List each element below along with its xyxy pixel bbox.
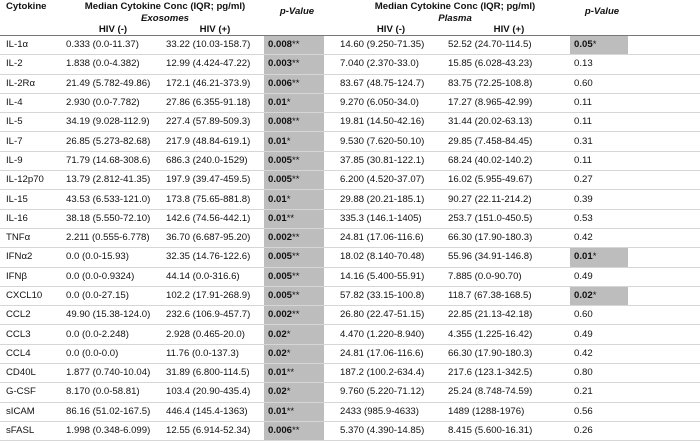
exosome-p-value bbox=[264, 190, 324, 209]
cytokine-name: CD40L bbox=[0, 364, 60, 383]
plasma-hiv-neg-value: 5.370 (4.390-14.85) bbox=[334, 421, 442, 440]
plasma-hiv-neg-value: 9.760 (5.220-71.12) bbox=[334, 383, 442, 402]
p-value-number: 0.01 bbox=[268, 193, 287, 205]
exosome-hiv-neg-value: 1.877 (0.740-10.04) bbox=[60, 364, 160, 383]
significance-stars: * bbox=[286, 347, 291, 359]
cytokine-name: CCL3 bbox=[0, 325, 60, 344]
significance-stars: * bbox=[286, 328, 291, 340]
p-value-number: 0.01 bbox=[268, 212, 287, 224]
exosome-p-value bbox=[264, 267, 324, 286]
exosome-hiv-pos-value: 12.99 (4.424-47.22) bbox=[160, 55, 264, 74]
significance-stars: ** bbox=[292, 77, 300, 89]
plasma-hiv-neg-value: 14.16 (5.400-55.91) bbox=[334, 267, 442, 286]
exosome-hiv-pos-value: 44.14 (0.0-316.6) bbox=[160, 267, 264, 286]
plasma-hiv-neg-value: 6.200 (4.520-37.07) bbox=[334, 171, 442, 190]
table-row bbox=[0, 364, 700, 383]
plasma-hiv-neg-value: 14.60 (9.250-71.35) bbox=[334, 36, 442, 55]
column-spacer bbox=[628, 228, 700, 247]
plasma-hiv-neg-value: 24.81 (17.06-116.6) bbox=[334, 228, 442, 247]
exosome-p-value bbox=[264, 36, 324, 55]
column-spacer bbox=[324, 421, 334, 440]
plasma-hiv-pos-value: 66.30 (17.90-180.3) bbox=[442, 228, 570, 247]
column-spacer bbox=[324, 344, 334, 363]
exosome-hiv-neg-value: 34.19 (9.028-112.9) bbox=[60, 113, 160, 132]
exosome-pvalue-header: p-Value bbox=[279, 6, 315, 17]
p-value-number: 0.26 bbox=[574, 425, 593, 437]
significance-stars: * bbox=[286, 135, 291, 147]
plasma-hiv-pos-value: 15.85 (6.028-43.23) bbox=[442, 55, 570, 74]
plasma-hiv-neg-value: 26.80 (22.47-51.15) bbox=[334, 306, 442, 325]
exosome-p-value bbox=[264, 421, 324, 440]
exosome-p-value bbox=[264, 402, 324, 421]
table-row bbox=[0, 344, 700, 363]
significance-stars: ** bbox=[292, 232, 300, 244]
p-value-number: 0.006 bbox=[268, 77, 293, 89]
plasma-hiv-pos-value: 25.24 (8.748-74.59) bbox=[442, 383, 570, 402]
p-value-number: 0.02 bbox=[574, 290, 593, 301]
p-value-number: 0.11 bbox=[574, 116, 592, 128]
column-spacer bbox=[628, 267, 700, 286]
exosome-hiv-neg-value: 49.90 (15.38-124.0) bbox=[60, 306, 160, 325]
cytokine-name: IL-5 bbox=[0, 113, 60, 132]
plasma-hiv-neg-value: 9.270 (6.050-34.0) bbox=[334, 93, 442, 112]
plasma-pvalue-header: p-Value bbox=[584, 6, 620, 17]
exosome-hiv-pos-value: 33.22 (10.03-158.7) bbox=[160, 36, 264, 55]
p-value-number: 0.39 bbox=[574, 193, 593, 205]
significance-stars: * bbox=[286, 386, 291, 398]
p-value-number: 0.01 bbox=[268, 97, 287, 109]
plasma-hiv-neg-value: 2433 (985.9-4633) bbox=[334, 402, 442, 421]
column-spacer bbox=[628, 325, 700, 344]
exosome-p-value bbox=[264, 113, 324, 132]
table-row bbox=[0, 421, 700, 440]
plasma-hiv-pos-value: 66.30 (17.90-180.3) bbox=[442, 344, 570, 363]
cytokine-header: Cytokine bbox=[6, 0, 47, 12]
exosome-hiv-pos-value: 27.86 (6.355-91.18) bbox=[160, 93, 264, 112]
cytokine-name: sFASL bbox=[0, 421, 60, 440]
cytokine-name: IL-2Rα bbox=[0, 74, 60, 93]
column-spacer bbox=[324, 190, 334, 209]
plasma-hiv-neg-value: 187.2 (100.2-634.4) bbox=[334, 364, 442, 383]
plasma-p-value bbox=[570, 36, 628, 55]
table-row bbox=[0, 171, 700, 190]
exosome-hiv-neg-value: 0.0 (0.0-0.9324) bbox=[60, 267, 160, 286]
column-spacer bbox=[628, 113, 700, 132]
plasma-hiv-neg-value: 9.530 (7.620-50.10) bbox=[334, 132, 442, 151]
p-value-number: 0.60 bbox=[574, 77, 593, 89]
column-spacer bbox=[628, 151, 700, 170]
exosome-p-value bbox=[264, 74, 324, 93]
column-spacer bbox=[628, 344, 700, 363]
column-spacer bbox=[324, 132, 334, 151]
plasma-p-value bbox=[570, 383, 628, 402]
table-row bbox=[0, 306, 700, 325]
plasma-hiv-pos-value: 17.27 (8.965-42.99) bbox=[442, 93, 570, 112]
significance-stars: * bbox=[592, 39, 597, 51]
column-spacer bbox=[324, 36, 334, 55]
plasma-hiv-pos-value: 7.885 (0.0-90.70) bbox=[442, 267, 570, 286]
significance-stars: ** bbox=[292, 116, 300, 128]
plasma-hiv-neg-value: 19.81 (14.50-42.16) bbox=[334, 113, 442, 132]
significance-stars: ** bbox=[292, 154, 300, 166]
significance-stars: ** bbox=[292, 425, 300, 437]
exosome-hiv-neg-value: 26.85 (5.273-82.68) bbox=[60, 132, 160, 151]
exosome-hiv-neg-value: 2.930 (0.0-7.782) bbox=[60, 93, 160, 112]
exosome-hiv-neg-value: 38.18 (5.550-72.10) bbox=[60, 209, 160, 228]
table-row bbox=[0, 248, 700, 267]
significance-stars: * bbox=[286, 97, 291, 109]
significance-stars: ** bbox=[286, 367, 295, 379]
column-spacer bbox=[628, 36, 700, 55]
column-spacer bbox=[324, 402, 334, 421]
exosome-p-value bbox=[264, 209, 324, 228]
exosome-p-value bbox=[264, 286, 324, 305]
plasma-hiv-neg-value: 29.88 (20.21-185.1) bbox=[334, 190, 442, 209]
table-row bbox=[0, 286, 700, 305]
exosome-group-header: Median Cytokine Conc (IQR; pg/ml) bbox=[84, 0, 246, 12]
p-value-number: 0.002 bbox=[268, 309, 293, 321]
column-spacer bbox=[628, 190, 700, 209]
cytokine-name: CCL4 bbox=[0, 344, 60, 363]
exosome-hiv-neg-value: 2.211 (0.555-6.778) bbox=[60, 228, 160, 247]
p-value-number: 0.02 bbox=[268, 328, 287, 340]
exosome-hiv-pos-value: 197.9 (39.47-459.5) bbox=[160, 171, 264, 190]
exosome-hiv-neg-value: 1.838 (0.0-4.382) bbox=[60, 55, 160, 74]
cytokine-name: TNFα bbox=[0, 228, 60, 247]
plasma-hiv-neg-value: 24.81 (17.06-116.6) bbox=[334, 344, 442, 363]
p-value-number: 0.11 bbox=[574, 97, 592, 109]
plasma-subheader: Plasma bbox=[438, 13, 472, 24]
exosome-hiv-pos-value: 2.928 (0.465-20.0) bbox=[160, 325, 264, 344]
table-row bbox=[0, 325, 700, 344]
plasma-hiv-pos-value: 8.415 (5.600-16.31) bbox=[442, 421, 570, 440]
plasma-hiv-neg-value: 37.85 (30.81-122.1) bbox=[334, 151, 442, 170]
exosome-p-value bbox=[264, 248, 324, 267]
cytokine-name: IFNα2 bbox=[0, 248, 60, 267]
cytokine-name: IL-15 bbox=[0, 190, 60, 209]
plasma-hiv-pos-value: 29.85 (7.458-84.45) bbox=[442, 132, 570, 151]
exosome-subheader: Exosomes bbox=[141, 13, 189, 24]
cytokine-name: IFNβ bbox=[0, 267, 60, 286]
table-row bbox=[0, 113, 700, 132]
p-value-number: 0.005 bbox=[268, 154, 293, 166]
exosome-hiv-pos-value: 232.6 (106.9-457.7) bbox=[160, 306, 264, 325]
column-spacer bbox=[628, 364, 700, 383]
table-row bbox=[0, 132, 700, 151]
exosome-hiv-pos-value: 227.4 (57.89-509.3) bbox=[160, 113, 264, 132]
column-spacer bbox=[628, 209, 700, 228]
plasma-hiv-pos-value: 31.44 (20.02-63.13) bbox=[442, 113, 570, 132]
column-spacer bbox=[324, 93, 334, 112]
column-spacer bbox=[324, 325, 334, 344]
plasma-hiv-neg-value: 57.82 (33.15-100.8) bbox=[334, 286, 442, 305]
cytokine-name: IL-7 bbox=[0, 132, 60, 151]
plasma-p-value bbox=[570, 132, 628, 151]
column-spacer bbox=[324, 209, 334, 228]
table-row bbox=[0, 267, 700, 286]
column-spacer bbox=[628, 306, 700, 325]
significance-stars: ** bbox=[286, 212, 295, 224]
cytokine-name: IL-9 bbox=[0, 151, 60, 170]
table-row bbox=[0, 74, 700, 93]
column-spacer bbox=[324, 228, 334, 247]
p-value-number: 0.01 bbox=[268, 405, 287, 417]
plasma-hiv-pos-value: 16.02 (5.955-49.67) bbox=[442, 171, 570, 190]
p-value-number: 0.49 bbox=[574, 270, 593, 282]
p-value-number: 0.05 bbox=[574, 39, 593, 51]
plasma-hiv-pos-value: 22.85 (21.13-42.18) bbox=[442, 306, 570, 325]
column-spacer bbox=[628, 421, 700, 440]
plasma-hiv-neg-value: 83.67 (48.75-124.7) bbox=[334, 74, 442, 93]
exosome-hiv-pos-value: 36.70 (6.687-95.20) bbox=[160, 228, 264, 247]
exosome-p-value bbox=[264, 151, 324, 170]
significance-stars: ** bbox=[292, 174, 300, 186]
column-spacer bbox=[324, 55, 334, 74]
table-row bbox=[0, 228, 700, 247]
plasma-p-value bbox=[570, 286, 628, 305]
plasma-hiv-neg-value: 4.470 (1.220-8.940) bbox=[334, 325, 442, 344]
exosome-p-value bbox=[264, 228, 324, 247]
plasma-p-value bbox=[570, 93, 628, 112]
p-value-number: 0.005 bbox=[268, 251, 293, 263]
exosome-hiv-neg-value: 13.79 (2.812-41.35) bbox=[60, 171, 160, 190]
p-value-number: 0.005 bbox=[268, 174, 293, 186]
significance-stars: ** bbox=[292, 309, 300, 321]
plasma-p-value bbox=[570, 325, 628, 344]
exosome-hiv-neg-value: 0.0 (0.0-15.93) bbox=[60, 248, 160, 267]
significance-stars: * bbox=[286, 193, 291, 205]
plasma-hiv-pos-value: 52.52 (24.70-114.5) bbox=[442, 36, 570, 55]
p-value-number: 0.27 bbox=[574, 174, 593, 186]
p-value-number: 0.53 bbox=[574, 212, 593, 224]
p-value-number: 0.008 bbox=[268, 39, 293, 51]
p-value-number: 0.01 bbox=[574, 251, 593, 263]
plasma-p-value bbox=[570, 402, 628, 421]
exo-hiv-pos-header: HIV (+) bbox=[160, 24, 264, 36]
p-value-number: 0.42 bbox=[574, 347, 593, 359]
column-spacer bbox=[628, 55, 700, 74]
column-spacer bbox=[628, 132, 700, 151]
plasma-p-value bbox=[570, 190, 628, 209]
exosome-hiv-pos-value: 12.55 (6.914-52.34) bbox=[160, 421, 264, 440]
p-value-number: 0.56 bbox=[574, 405, 593, 417]
exosome-hiv-neg-value: 0.0 (0.0-2.248) bbox=[60, 325, 160, 344]
plasma-hiv-pos-value: 83.75 (72.25-108.8) bbox=[442, 74, 570, 93]
plasma-p-value bbox=[570, 267, 628, 286]
plasma-hiv-pos-value: 118.7 (67.38-168.5) bbox=[442, 286, 570, 305]
cytokine-name: G-CSF bbox=[0, 383, 60, 402]
table-row bbox=[0, 36, 700, 55]
plasma-hiv-pos-value: 4.355 (1.225-16.42) bbox=[442, 325, 570, 344]
exosome-p-value bbox=[264, 364, 324, 383]
table-row bbox=[0, 383, 700, 402]
p-value-number: 0.11 bbox=[574, 154, 592, 166]
exosome-hiv-neg-value: 0.0 (0.0-27.15) bbox=[60, 286, 160, 305]
p-value-number: 0.005 bbox=[268, 270, 293, 282]
plasma-p-value bbox=[570, 248, 628, 267]
exosome-hiv-neg-value: 0.333 (0.0-11.37) bbox=[60, 36, 160, 55]
table-row bbox=[0, 151, 700, 170]
exosome-p-value bbox=[264, 93, 324, 112]
column-spacer bbox=[324, 267, 334, 286]
plasma-hiv-neg-value: 335.3 (146.1-1405) bbox=[334, 209, 442, 228]
table-row bbox=[0, 402, 700, 421]
p-value-number: 0.42 bbox=[574, 232, 593, 244]
plasma-p-value bbox=[570, 364, 628, 383]
p-value-number: 0.21 bbox=[574, 386, 593, 398]
plasma-hiv-neg-value: 18.02 (8.140-70.48) bbox=[334, 248, 442, 267]
plasma-p-value bbox=[570, 209, 628, 228]
column-spacer bbox=[628, 383, 700, 402]
plasma-p-value bbox=[570, 151, 628, 170]
column-spacer bbox=[324, 383, 334, 402]
significance-stars: ** bbox=[292, 39, 300, 51]
table-body bbox=[0, 36, 700, 441]
column-spacer bbox=[628, 402, 700, 421]
exosome-p-value bbox=[264, 325, 324, 344]
p-value-number: 0.60 bbox=[574, 309, 593, 321]
plasma-hiv-neg-header: HIV (-) bbox=[334, 24, 442, 36]
significance-stars: ** bbox=[286, 405, 295, 417]
column-spacer bbox=[324, 151, 334, 170]
exosome-hiv-neg-value: 21.49 (5.782-49.86) bbox=[60, 74, 160, 93]
p-value-number: 0.13 bbox=[574, 58, 593, 70]
p-value-number: 0.002 bbox=[268, 232, 293, 244]
table-row bbox=[0, 190, 700, 209]
cytokine-name: IL-2 bbox=[0, 55, 60, 74]
plasma-p-value bbox=[570, 171, 628, 190]
plasma-p-value bbox=[570, 74, 628, 93]
significance-stars: * bbox=[592, 251, 597, 263]
exosome-p-value bbox=[264, 55, 324, 74]
p-value-number: 0.01 bbox=[268, 367, 287, 379]
column-spacer bbox=[628, 248, 700, 267]
exosome-hiv-pos-value: 217.9 (48.84-619.1) bbox=[160, 132, 264, 151]
column-spacer bbox=[324, 364, 334, 383]
plasma-p-value bbox=[570, 421, 628, 440]
cytokine-name: CCL2 bbox=[0, 306, 60, 325]
exosome-p-value bbox=[264, 132, 324, 151]
cytokine-name: sICAM bbox=[0, 402, 60, 421]
p-value-number: 0.006 bbox=[268, 425, 293, 437]
plasma-hiv-pos-value: 68.24 (40.02-140.2) bbox=[442, 151, 570, 170]
column-spacer bbox=[324, 306, 334, 325]
column-spacer bbox=[324, 248, 334, 267]
plasma-hiv-pos-value: 217.6 (123.1-342.5) bbox=[442, 364, 570, 383]
exosome-hiv-pos-value: 32.35 (14.76-122.6) bbox=[160, 248, 264, 267]
exo-hiv-neg-header: HIV (-) bbox=[60, 24, 160, 36]
p-value-number: 0.02 bbox=[268, 386, 287, 398]
significance-stars: ** bbox=[292, 290, 300, 301]
exosome-hiv-pos-value: 173.8 (75.65-881.8) bbox=[160, 190, 264, 209]
exosome-hiv-neg-value: 8.170 (0.0-58.81) bbox=[60, 383, 160, 402]
p-value-number: 0.008 bbox=[268, 116, 293, 128]
exosome-p-value bbox=[264, 306, 324, 325]
exosome-p-value bbox=[264, 383, 324, 402]
p-value-number: 0.31 bbox=[574, 135, 593, 147]
plasma-p-value bbox=[570, 344, 628, 363]
exosome-hiv-neg-value: 71.79 (14.68-308.6) bbox=[60, 151, 160, 170]
significance-stars: * bbox=[592, 290, 597, 301]
column-spacer bbox=[324, 113, 334, 132]
plasma-hiv-pos-value: 90.27 (22.11-214.2) bbox=[442, 190, 570, 209]
plasma-hiv-pos-value: 1489 (1288-1976) bbox=[442, 402, 570, 421]
significance-stars: ** bbox=[292, 270, 300, 282]
significance-stars: ** bbox=[292, 58, 300, 70]
exosome-hiv-pos-value: 686.3 (240.0-1529) bbox=[160, 151, 264, 170]
plasma-p-value bbox=[570, 306, 628, 325]
plasma-p-value bbox=[570, 228, 628, 247]
plasma-p-value bbox=[570, 113, 628, 132]
p-value-number: 0.49 bbox=[574, 328, 593, 340]
p-value-number: 0.80 bbox=[574, 367, 593, 379]
p-value-number: 0.01 bbox=[268, 135, 287, 147]
plasma-hiv-pos-value: 253.7 (151.0-450.5) bbox=[442, 209, 570, 228]
p-value-number: 0.005 bbox=[268, 290, 293, 301]
exosome-hiv-pos-value: 103.4 (20.90-435.4) bbox=[160, 383, 264, 402]
plasma-hiv-pos-header: HIV (+) bbox=[442, 24, 570, 36]
cytokine-name: IL-1α bbox=[0, 36, 60, 55]
column-spacer bbox=[628, 93, 700, 112]
plasma-hiv-pos-value: 55.96 (34.91-146.8) bbox=[442, 248, 570, 267]
column-spacer bbox=[324, 286, 334, 305]
cytokine-name: CXCL10 bbox=[0, 286, 60, 305]
plasma-hiv-neg-value: 7.040 (2.370-33.0) bbox=[334, 55, 442, 74]
exosome-hiv-pos-value: 11.76 (0.0-137.3) bbox=[160, 344, 264, 363]
column-spacer bbox=[324, 74, 334, 93]
p-value-number: 0.003 bbox=[268, 58, 293, 70]
plasma-p-value bbox=[570, 55, 628, 74]
exosome-hiv-pos-value: 142.6 (74.56-442.1) bbox=[160, 209, 264, 228]
exosome-hiv-pos-value: 102.2 (17.91-268.9) bbox=[160, 286, 264, 305]
exosome-hiv-neg-value: 0.0 (0.0-0.0) bbox=[60, 344, 160, 363]
p-value-number: 0.02 bbox=[268, 347, 287, 359]
exosome-hiv-neg-value: 1.998 (0.348-6.099) bbox=[60, 421, 160, 440]
column-spacer bbox=[628, 286, 700, 305]
plasma-group-header: Median Cytokine Conc (IQR; pg/ml) bbox=[374, 0, 536, 12]
exosome-p-value bbox=[264, 344, 324, 363]
exosome-hiv-pos-value: 172.1 (46.21-373.9) bbox=[160, 74, 264, 93]
column-spacer bbox=[628, 74, 700, 93]
exosome-hiv-pos-value: 31.89 (6.800-114.5) bbox=[160, 364, 264, 383]
exosome-hiv-neg-value: 86.16 (51.02-167.5) bbox=[60, 402, 160, 421]
cytokine-name: IL-12p70 bbox=[0, 171, 60, 190]
cytokine-name: IL-16 bbox=[0, 209, 60, 228]
column-spacer bbox=[628, 171, 700, 190]
exosome-hiv-neg-value: 43.53 (6.533-121.0) bbox=[60, 190, 160, 209]
significance-stars: ** bbox=[292, 251, 300, 263]
cytokine-name: IL-4 bbox=[0, 93, 60, 112]
table-row bbox=[0, 209, 700, 228]
exosome-hiv-pos-value: 446.4 (145.4-1363) bbox=[160, 402, 264, 421]
exosome-p-value bbox=[264, 171, 324, 190]
column-spacer bbox=[324, 171, 334, 190]
table-row bbox=[0, 93, 700, 112]
table-row bbox=[0, 55, 700, 74]
